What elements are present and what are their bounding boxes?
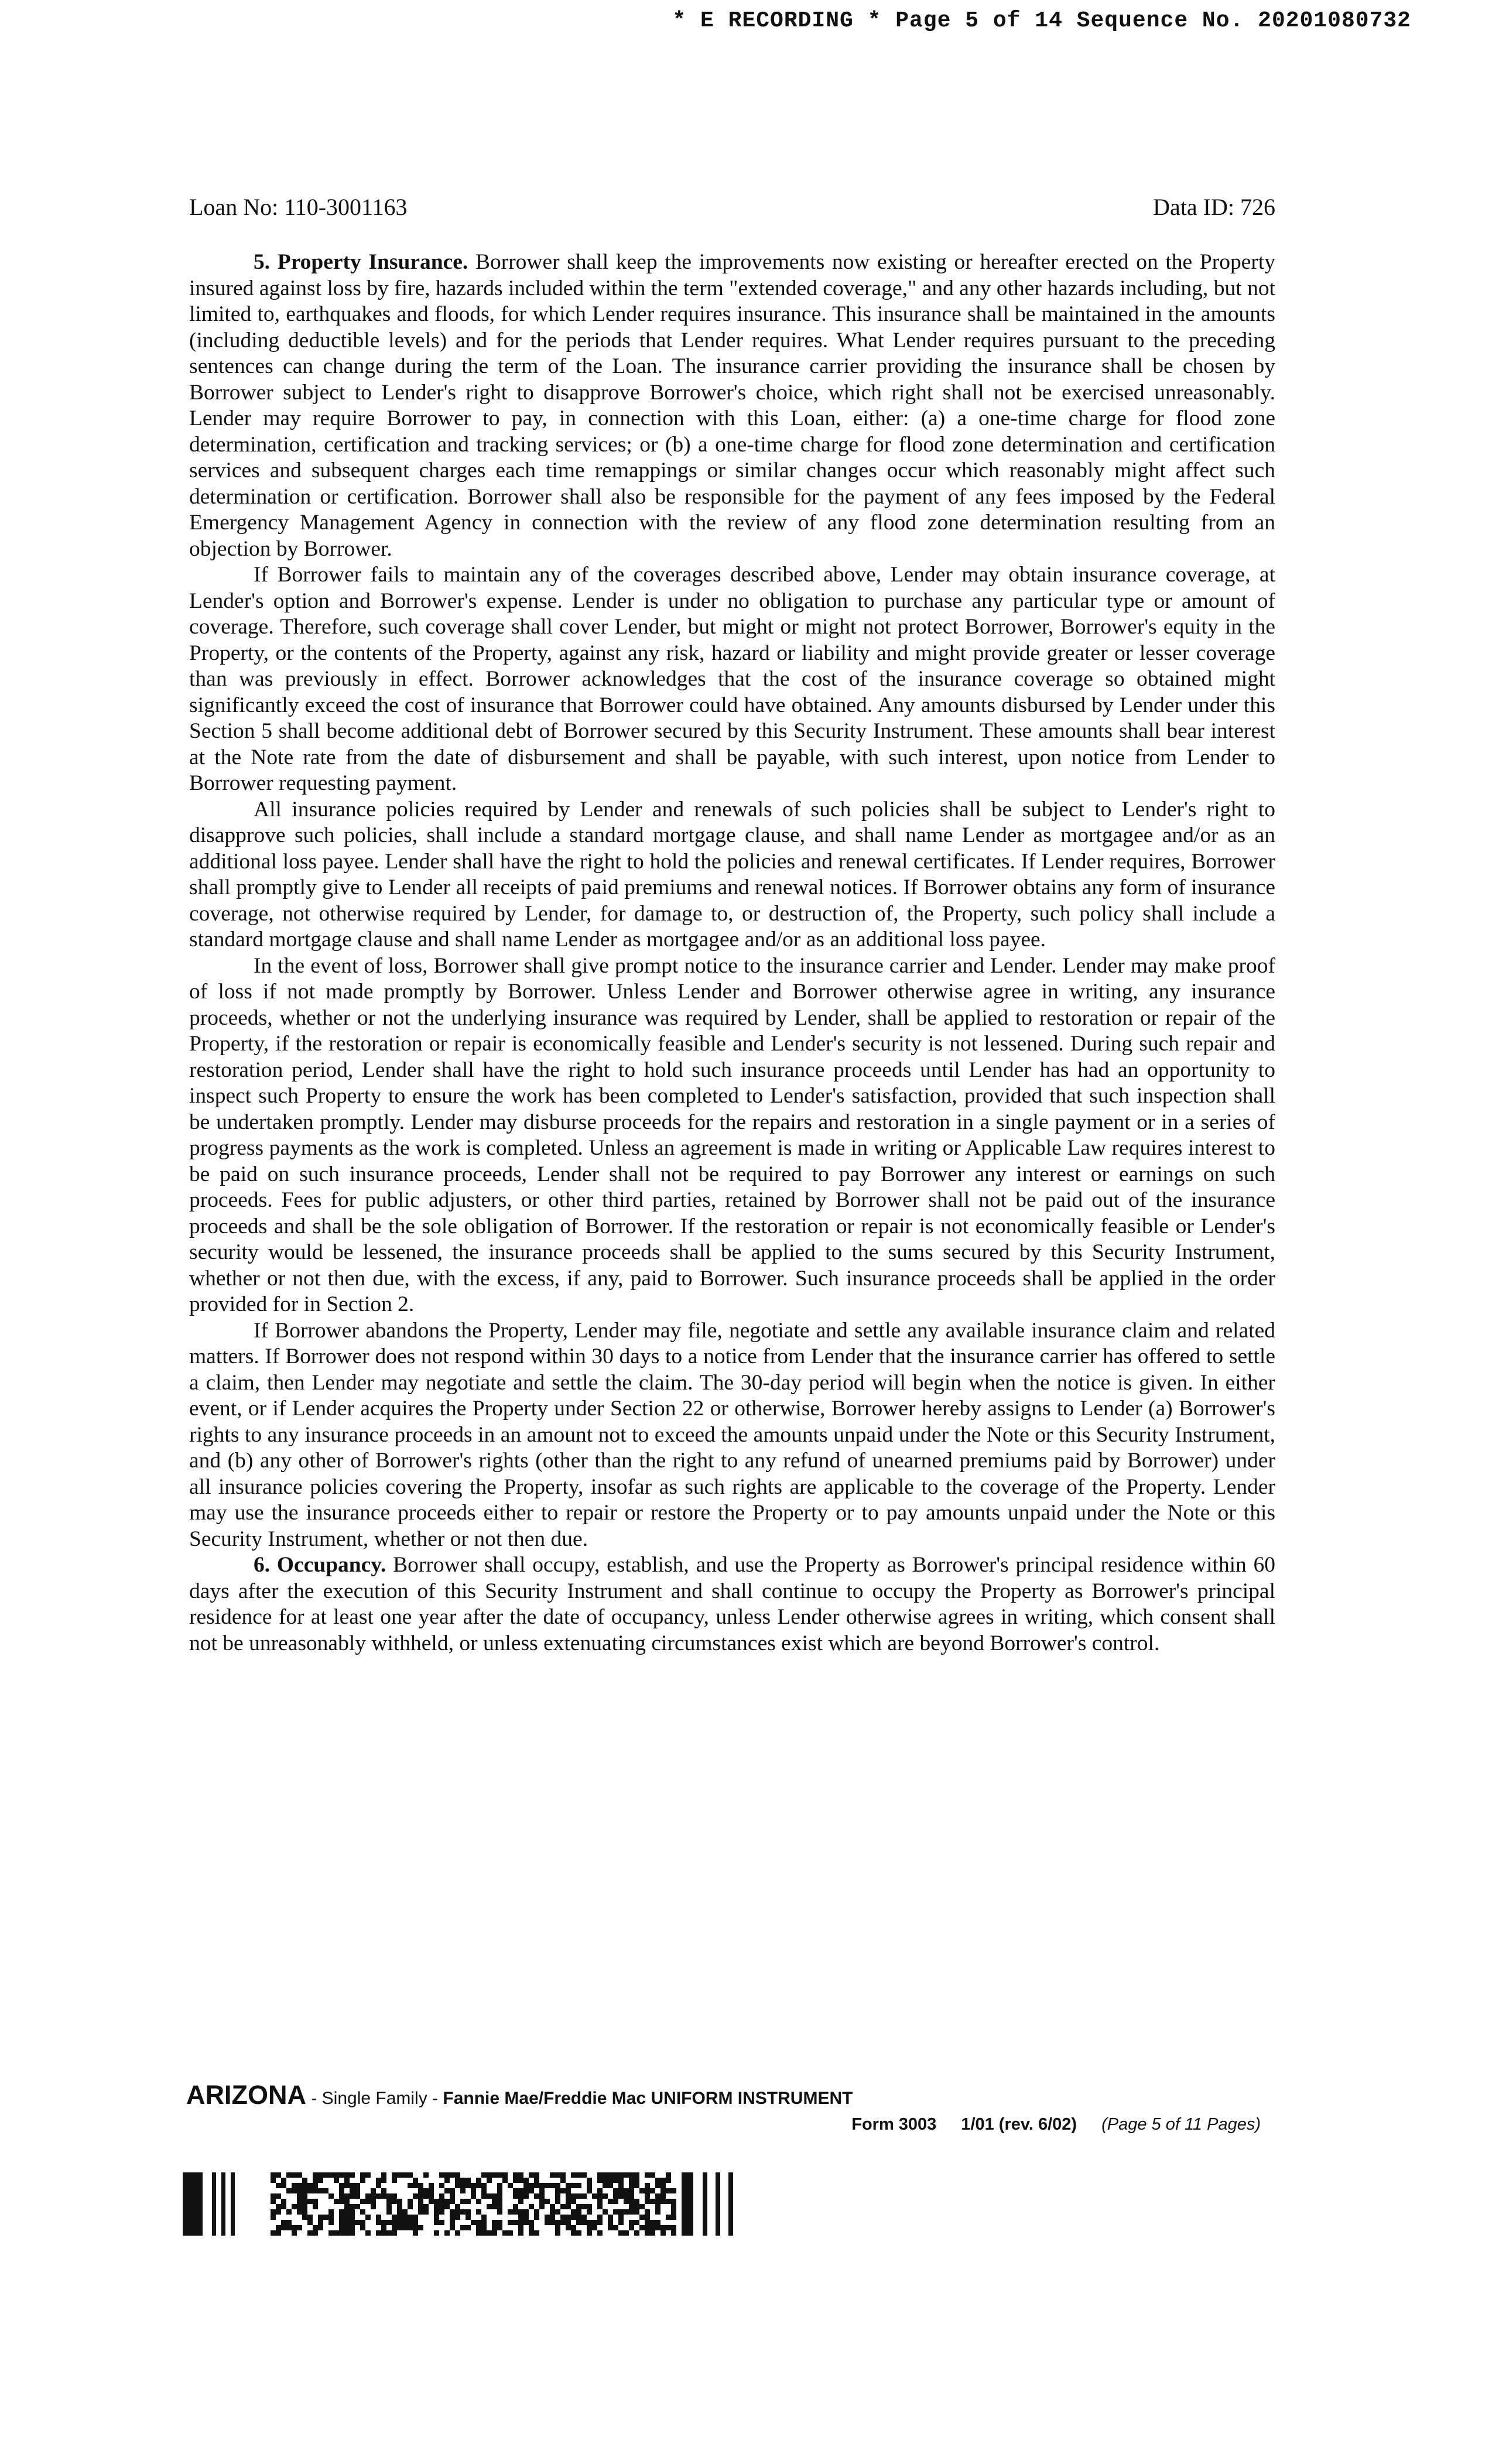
section-5-paragraph-4: In the event of loss, Borrower shall give prompt notice to the insurance carrier and Lender. Lender may make proof of loss if not made promptly by Borrower. Unless Lender and Borrower otherwise agree in writing, any insurance proceeds, whether or not the underlying insurance was required by Lender, shall be applied to restoration or repair of the Property, if the restoration or repair is economically feasible and Lender's security is not lessened. During such repair and restoration period, Lender shall have the right to hold such insurance proceeds until Lender has had an opportunity to inspect such Property to ensure the work has been completed to Lender's satisfaction, provided that such inspection shall be undertaken promptly. Lender may disburse proceeds for the repairs and restoration in a single payment or in a series of progress payments as the work is completed. Unless an agreement is made in writing or Applicable Law requires interest to be paid on such insurance proceeds, Lender shall not be required to pay Borrower any interest or earnings on such proceeds. Fees for public adjusters, or other third parties, retained by Borrower shall not be paid out of the insurance proceeds and shall be the sole obligation of Borrower. If the restoration or repair is not economically feasible or Lender's security would be lessened, the insurance proceeds shall be applied to the sums secured by this Security Instrument, whether or not then due, with the excess, if any, paid to Borrower. Such insurance proceeds shall be applied in the order provided for in Section 2. bbox=[189, 953, 1275, 1316]
section-6-heading: 6. Occupancy. bbox=[254, 1553, 386, 1577]
footer-page-count: (Page 5 of 11 Pages) bbox=[1101, 2115, 1261, 2134]
data-id: Data ID: 726 bbox=[1153, 194, 1275, 220]
section-5-paragraph-2: If Borrower fails to maintain any of the coverages described above, Lender may obtain insurance coverage, at Lender's option and Borrower's expense. Lender is under no obligation to purchase any particular type or amount of coverage. Therefore, such coverage shall cover Lender, but might or might not protect Borrower, Borrower's equity in the Property, or the contents of the Property, against any risk, hazard or liability and might provide greater or lesser coverage than was previously in effect. Borrower acknowledges that the cost of the insurance coverage so obtained might significantly exceed the cost of insurance that Borrower could have obtained. Any amounts disbursed by Lender under this Section 5 shall become additional debt of Borrower secured by this Security Instrument. These amounts shall bear interest at the Note rate from the date of disbursement and shall be payable, with such interest, upon notice from Lender to Borrower requesting payment. bbox=[189, 563, 1275, 795]
footer-form-line bbox=[186, 2115, 1275, 2134]
section-5-paragraph-3: All insurance policies required by Lender and renewals of such policies shall be subject to Lender's right to disapprove such policies, shall include a standard mortgage clause, and shall name Lender as mortgagee and/or as an additional loss payee. Lender shall have the right to hold the policies and renewal certificates. If Lender requires, Borrower shall promptly give to Lender all receipts of paid premiums and renewal notices. If Borrower obtains any form of insurance coverage, not otherwise required by Lender, for damage to, or destruction of, the Property, such policy shall include a standard mortgage clause and shall name Lender as mortgagee and/or as an additional loss payee. bbox=[189, 797, 1275, 952]
footer-separator-2: - bbox=[427, 2089, 443, 2108]
footer-instrument: Fannie Mae/Freddie Mac UNIFORM INSTRUMENT bbox=[443, 2089, 853, 2108]
section-5-text-1: Borrower shall keep the improvements now existing or hereafter erected on the Property insured against loss by fire, hazards included within the term "extended coverage," and any other hazards including, but not limited to, earthquakes and floods, for which Lender requires insurance. This insurance shall be maintained in the amounts (including deductible levels) and for the periods that Lender requires. What Lender requires pursuant to the preceding sentences can change during the term of the Loan. The insurance carrier providing the insurance shall be chosen by Borrower subject to Lender's right to disapprove Borrower's choice, which right shall not be exercised unreasonably. Lender may require Borrower to pay, in connection with this Loan, either: (a) a one-time charge for flood zone determination, certification and tracking services; or (b) a one-time charge for flood zone determination and certification services and subsequent charges each time remappings or similar changes occur which reasonably might affect such determination or certification. Borrower shall also be responsible for the payment of any fees imposed by the Federal Emergency Management Agency in connection with the review of any flood zone determination resulting from an objection by Borrower. bbox=[189, 250, 1275, 561]
form-footer bbox=[186, 2080, 1275, 2134]
footer-family: Single Family bbox=[321, 2089, 427, 2108]
footer-separator-1: - bbox=[306, 2089, 322, 2108]
section-5-paragraph-1 bbox=[189, 249, 1275, 562]
loan-number: Loan No: 110-3001163 bbox=[189, 194, 408, 220]
section-6-text-1: Borrower shall occupy, establish, and use the Property as Borrower's principal residence within 60 days after the execution of this Security Instrument and shall continue to occupy the Property as Borrower's principal residence for at least one year after the date of occupancy, unless Lender otherwise agrees in writing, which consent shall not be unreasonably withheld, or unless extenuating circumstances exist which are beyond Borrower's control. bbox=[189, 1553, 1276, 1655]
barcode bbox=[183, 2172, 768, 2236]
section-5-heading: 5. Property Insurance. bbox=[254, 250, 468, 274]
loan-info-line bbox=[189, 193, 1275, 221]
footer-state: ARIZONA bbox=[186, 2080, 306, 2110]
recording-header: * E RECORDING * Page 5 of 14 Sequence No. 20201080732 bbox=[672, 8, 1411, 33]
section-5-paragraph-5: If Borrower abandons the Property, Lender may file, negotiate and settle any available insurance claim and related matters. If Borrower does not respond within 30 days to a notice from Lender that the insurance carrier has offered to settle a claim, then Lender may negotiate and settle the claim. The 30-day period will begin when the notice is given. In either event, or if Lender acquires the Property under Section 22 or otherwise, Borrower hereby assigns to Lender (a) Borrower's rights to any insurance proceeds in an amount not to exceed the amounts unpaid under the Note or this Security Instrument, and (b) any other of Borrower's rights (other than the right to any refund of unearned premiums paid by Borrower) under all insurance policies covering the Property, insofar as such rights are applicable to the coverage of the Property. Lender may use the insurance proceeds either to repair or restore the Property or to pay amounts unpaid under the Note or this Security Instrument, whether or not then due. bbox=[189, 1318, 1275, 1551]
footer-revision: 1/01 (rev. 6/02) bbox=[961, 2115, 1077, 2134]
footer-instrument-line bbox=[186, 2080, 1275, 2110]
section-6-paragraph-1 bbox=[189, 1552, 1275, 1657]
document-body bbox=[189, 249, 1275, 1657]
footer-form-number: Form 3003 bbox=[851, 2115, 937, 2134]
